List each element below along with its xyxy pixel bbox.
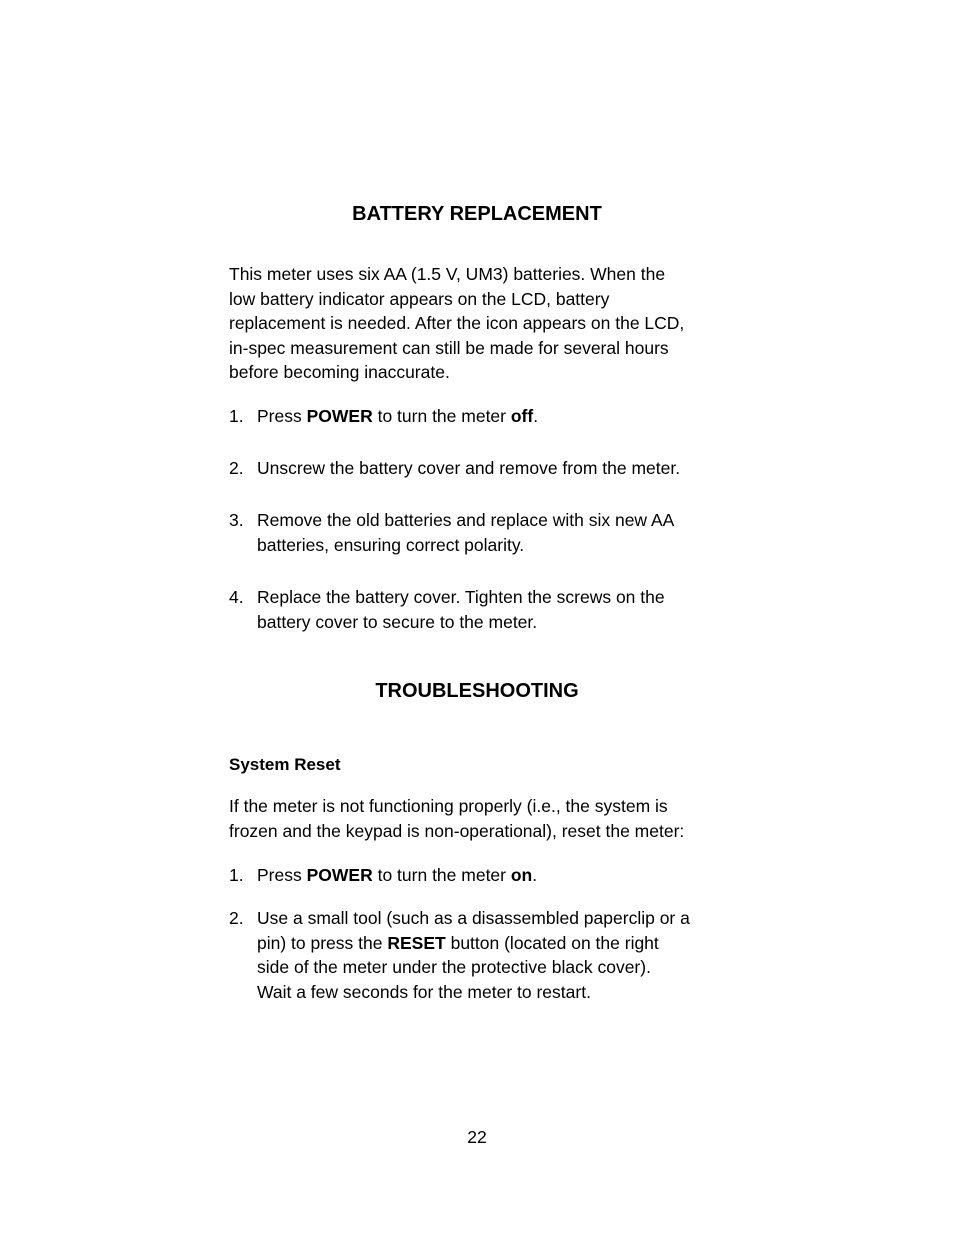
- step-number: 1.: [229, 406, 244, 426]
- step-text-part: Press: [257, 406, 307, 426]
- battery-intro-line: before becoming inaccurate.: [229, 362, 450, 382]
- battery-replacement-heading: BATTERY REPLACEMENT: [352, 203, 602, 225]
- step-number: 2.: [229, 908, 244, 928]
- step-text: [257, 863, 727, 888]
- system-reset-subheading: System Reset: [229, 755, 341, 774]
- step-line: Unscrew the battery cover and remove from the meter.: [257, 458, 681, 478]
- step-text-part: Press: [257, 865, 307, 885]
- step-text: [257, 508, 727, 557]
- troubleshooting-intro-line: frozen and the keypad is non-operational), reset the meter:: [229, 820, 685, 841]
- step-text-part: .: [533, 406, 539, 426]
- step-text-part: button (located on the right: [445, 932, 659, 953]
- power-key-label: POWER: [306, 406, 373, 426]
- step-line: Remove the old batteries and replace with six new AA: [257, 510, 675, 530]
- step-text-part: to turn the meter: [372, 406, 511, 426]
- step-line: side of the meter under the protective black cover).: [257, 957, 651, 977]
- battery-intro-line: low battery indicator appears on the LCD, battery: [229, 288, 610, 309]
- step-line: batteries, ensuring correct polarity.: [257, 534, 525, 555]
- step-text-part: pin) to press the: [257, 932, 388, 953]
- battery-intro-line: This meter uses six AA (1.5 V, UM3) batteries. When the: [229, 264, 666, 284]
- step-text-part: .: [532, 865, 538, 885]
- page-number: 22: [467, 1127, 487, 1147]
- step-text: [257, 456, 727, 481]
- battery-intro-line: replacement is needed. After the icon appears on the LCD,: [229, 313, 685, 333]
- step-text: [257, 906, 727, 1004]
- battery-intro-line: in-spec measurement can still be made for several hours: [229, 337, 669, 358]
- step-line: Wait a few seconds for the meter to restart.: [257, 981, 591, 1002]
- power-key-label: POWER: [306, 865, 373, 885]
- step-text-part: to turn the meter: [372, 865, 511, 885]
- step-number: 4.: [229, 587, 244, 607]
- step-number: 3.: [229, 510, 244, 530]
- step-line: battery cover to secure to the meter.: [257, 611, 538, 632]
- step-text: [257, 585, 727, 634]
- reset-key-label: RESET: [387, 932, 446, 953]
- step-number: 1.: [229, 865, 244, 885]
- troubleshooting-intro-line: If the meter is not functioning properly (i.e., the system is: [229, 796, 668, 816]
- battery-intro-paragraph: [229, 262, 729, 385]
- step-number: 2.: [229, 458, 244, 478]
- troubleshooting-intro-paragraph: [229, 794, 729, 843]
- step-text: [257, 404, 727, 429]
- step-line: Replace the battery cover. Tighten the screws on the: [257, 587, 665, 607]
- on-label: on: [510, 865, 533, 885]
- step-line: Use a small tool (such as a disassembled paperclip or a: [257, 908, 690, 928]
- troubleshooting-heading: TROUBLESHOOTING: [375, 680, 579, 702]
- off-label: off: [510, 406, 534, 426]
- step-line: [257, 931, 727, 956]
